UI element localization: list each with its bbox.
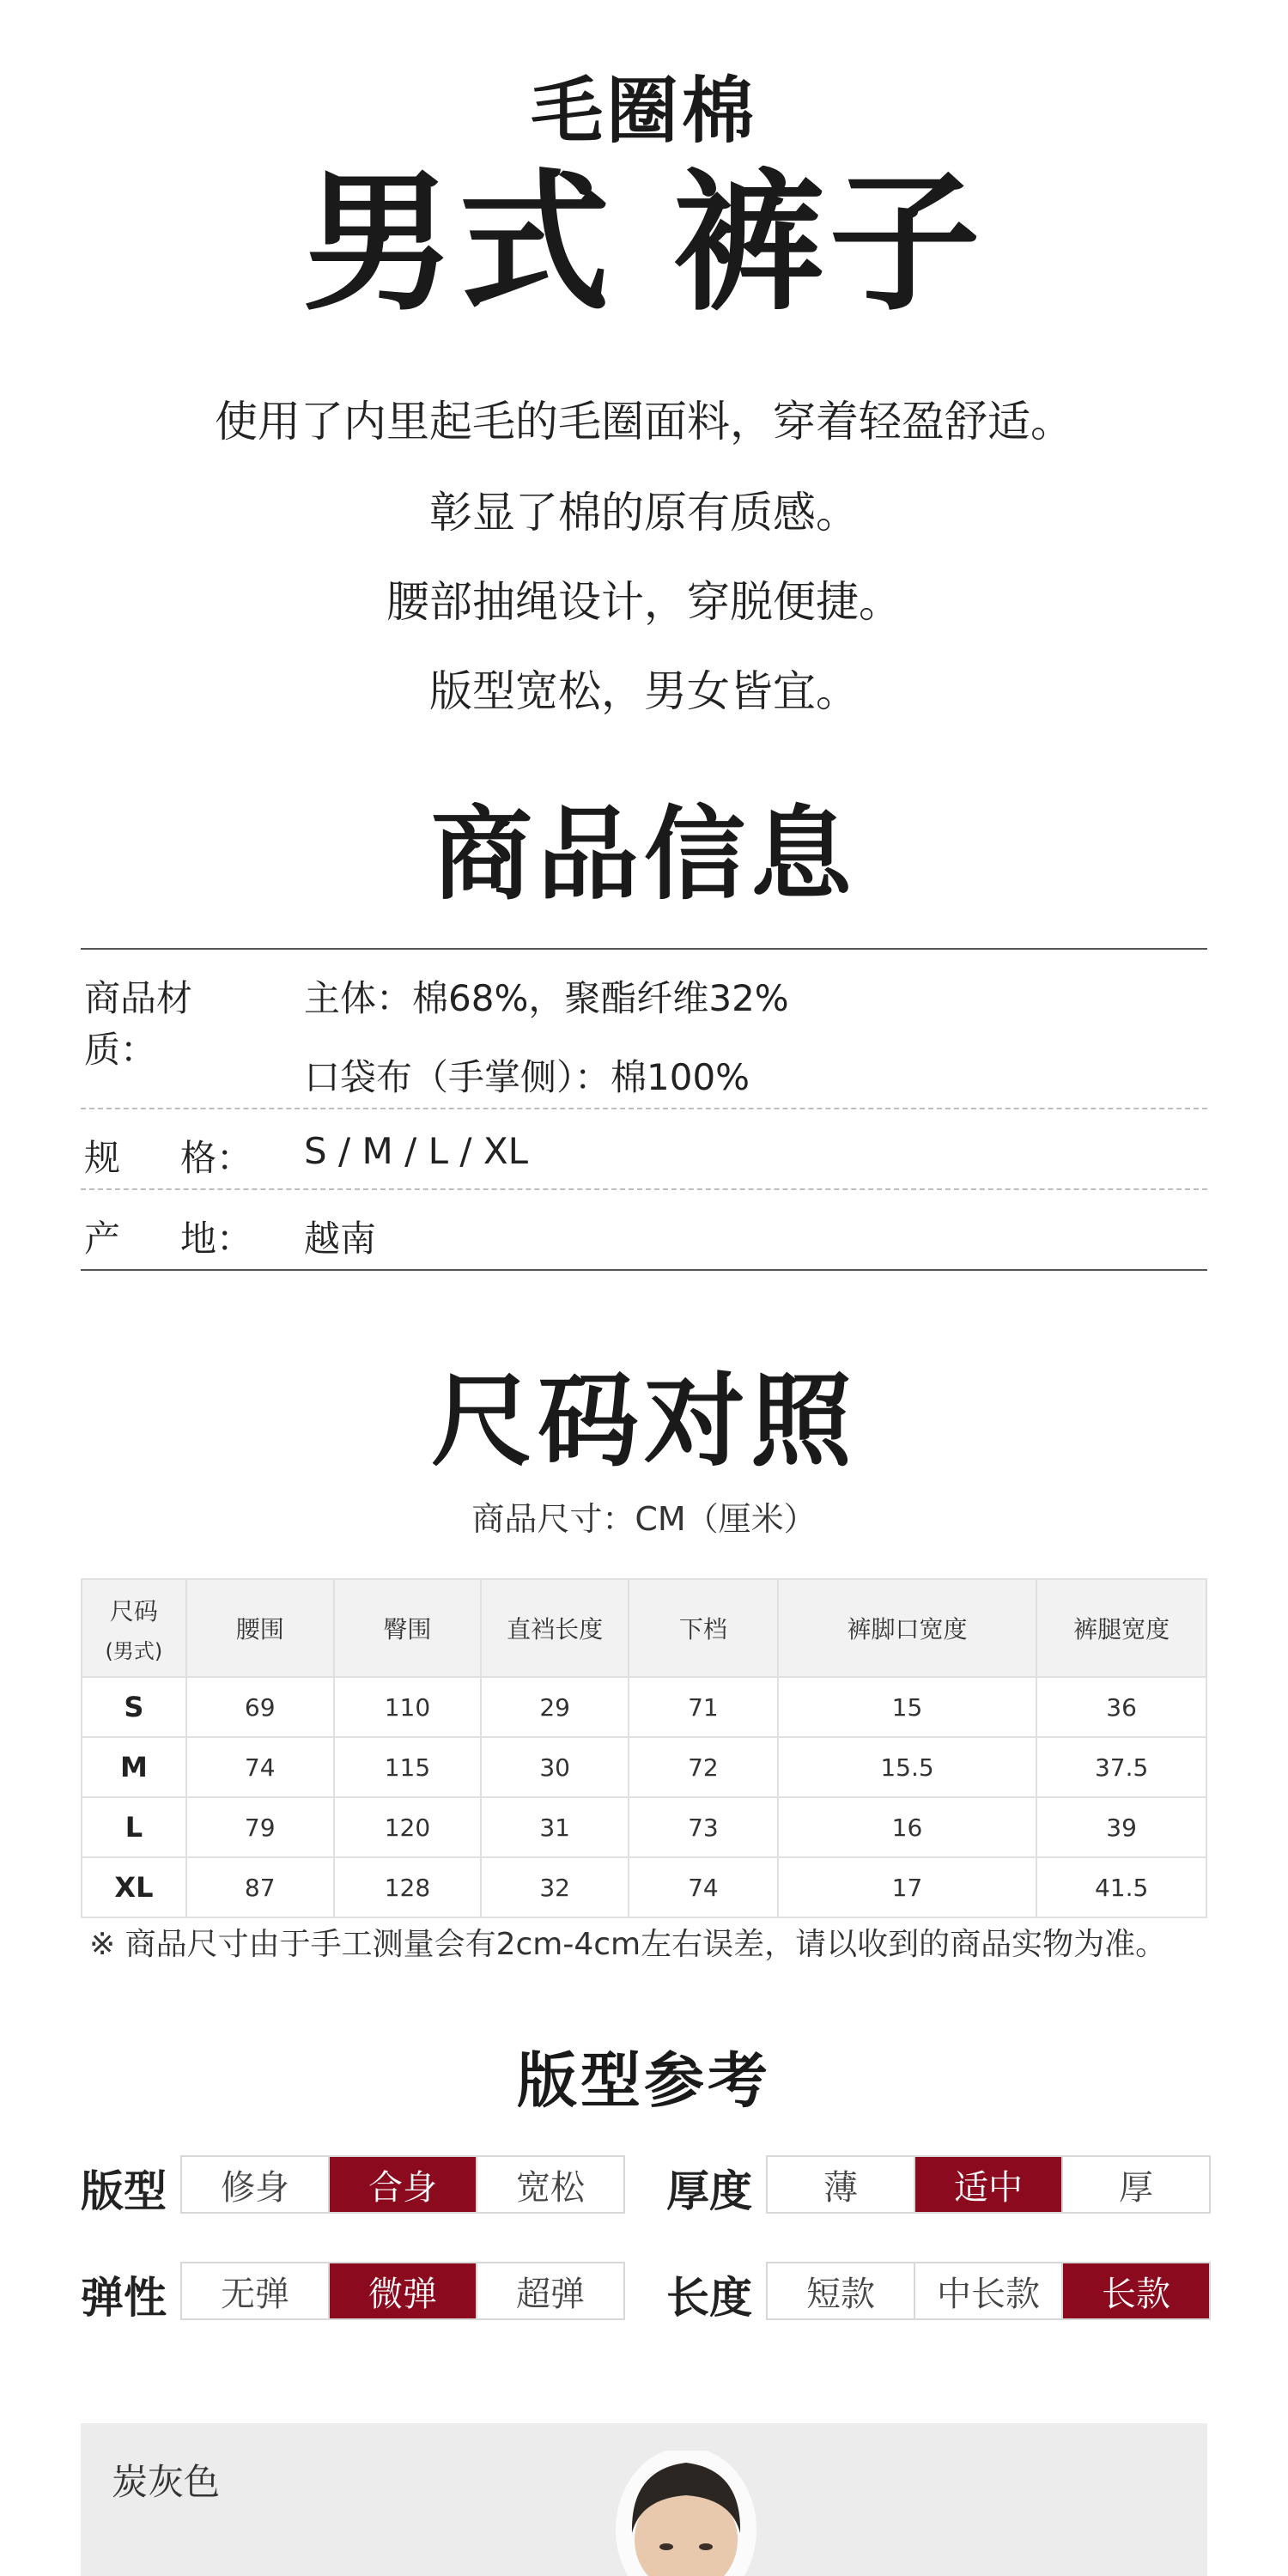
- description-line-1: 使用了内里起毛的毛圈面料，穿着轻盈舒适。: [215, 397, 1073, 447]
- product-title: 男式 裤子: [302, 155, 986, 331]
- info-value-origin: 越南: [304, 1218, 377, 1260]
- fit-selector-stretch: [180, 2262, 625, 2320]
- table-row: M 74 115 30 72 15.5 37.5: [82, 1737, 1206, 1797]
- table-row: S 69 110 29 71 15 36: [82, 1677, 1206, 1737]
- info-row-pocket: [81, 1029, 1207, 1108]
- col-rise: 直裆长度: [481, 1579, 629, 1677]
- length-option-short: 短款: [768, 2263, 915, 2318]
- stretch-option-slight: 微弹: [330, 2263, 477, 2318]
- color-name: 炭灰色: [112, 2461, 221, 2503]
- product-info-table: [81, 948, 1207, 1271]
- model-photo: [587, 2451, 785, 2576]
- size-table-header: [82, 1579, 1206, 1677]
- info-label-origin: 产 地：: [84, 1218, 252, 1260]
- col-hip: 臀围: [334, 1579, 482, 1677]
- size-table: [81, 1578, 1207, 1918]
- col-size: 尺码 (男式): [82, 1579, 186, 1677]
- info-value-material: 主体：棉68%，聚酯纤维32%: [304, 977, 789, 1019]
- fit-label-thickness: 厚度: [666, 2166, 752, 2216]
- fit-label-stretch: 弹性: [81, 2273, 167, 2323]
- thickness-option-thick: 厚: [1119, 2167, 1153, 2208]
- fit-option-regular: 合身: [330, 2157, 477, 2212]
- fit-option-slim: 修身: [182, 2157, 330, 2212]
- table-row: L 79 120 31 73 16 39: [82, 1797, 1206, 1857]
- col-inseam: 下档: [629, 1579, 778, 1677]
- info-row-spec: [81, 1108, 1207, 1188]
- table-row: XL 87 128 32 74 17 41.5: [82, 1857, 1206, 1917]
- length-option-mid: 中长款: [915, 2263, 1063, 2318]
- thickness-option-medium: 适中: [915, 2157, 1063, 2212]
- info-value-pocket: 口袋布（手掌侧）：棉100%: [304, 1056, 750, 1098]
- col-hem-width: 裤脚口宽度: [778, 1579, 1037, 1677]
- description-line-2: 彰显了棉的原有质感。: [429, 488, 859, 538]
- info-row-origin: [81, 1188, 1207, 1269]
- fit-reference-heading: 版型参考: [517, 2045, 771, 2116]
- fit-option-loose: 宽松: [516, 2167, 585, 2208]
- info-row-material: [81, 950, 1207, 1071]
- size-unit: 商品尺寸：CM（厘米）: [471, 1500, 817, 1538]
- description-line-4: 版型宽松，男女皆宜。: [429, 666, 859, 716]
- info-label-material: 商品材质：: [84, 977, 193, 1071]
- fit-selector-length: [766, 2262, 1211, 2320]
- fit-label-cut: 版型: [81, 2166, 167, 2216]
- fit-label-length: 长度: [666, 2273, 752, 2323]
- product-subtitle: 毛圈棉: [530, 69, 757, 153]
- col-leg-width: 裤腿宽度: [1036, 1579, 1206, 1677]
- stretch-option-none: 无弹: [182, 2263, 330, 2318]
- size-chart-heading: 尺码对照: [430, 1362, 857, 1480]
- stretch-option-high: 超弹: [516, 2274, 585, 2314]
- description-line-3: 腰部抽绳设计，穿脱便捷。: [386, 577, 902, 627]
- length-option-long: 长款: [1063, 2263, 1209, 2318]
- size-note: ※ 商品尺寸由于手工测量会有2cm-4cm左右误差，请以收到的商品实物为准。: [89, 1927, 1167, 1962]
- info-label-spec: 规 格：: [84, 1137, 252, 1179]
- thickness-option-thin: 薄: [768, 2157, 915, 2212]
- product-info-heading: 商品信息: [430, 795, 857, 914]
- info-value-spec: S / M / L / XL: [304, 1130, 529, 1172]
- color-panel: [81, 2423, 1207, 2576]
- fit-selector-cut: [180, 2155, 625, 2214]
- col-waist: 腰围: [186, 1579, 334, 1677]
- fit-selector-thickness: [766, 2155, 1211, 2214]
